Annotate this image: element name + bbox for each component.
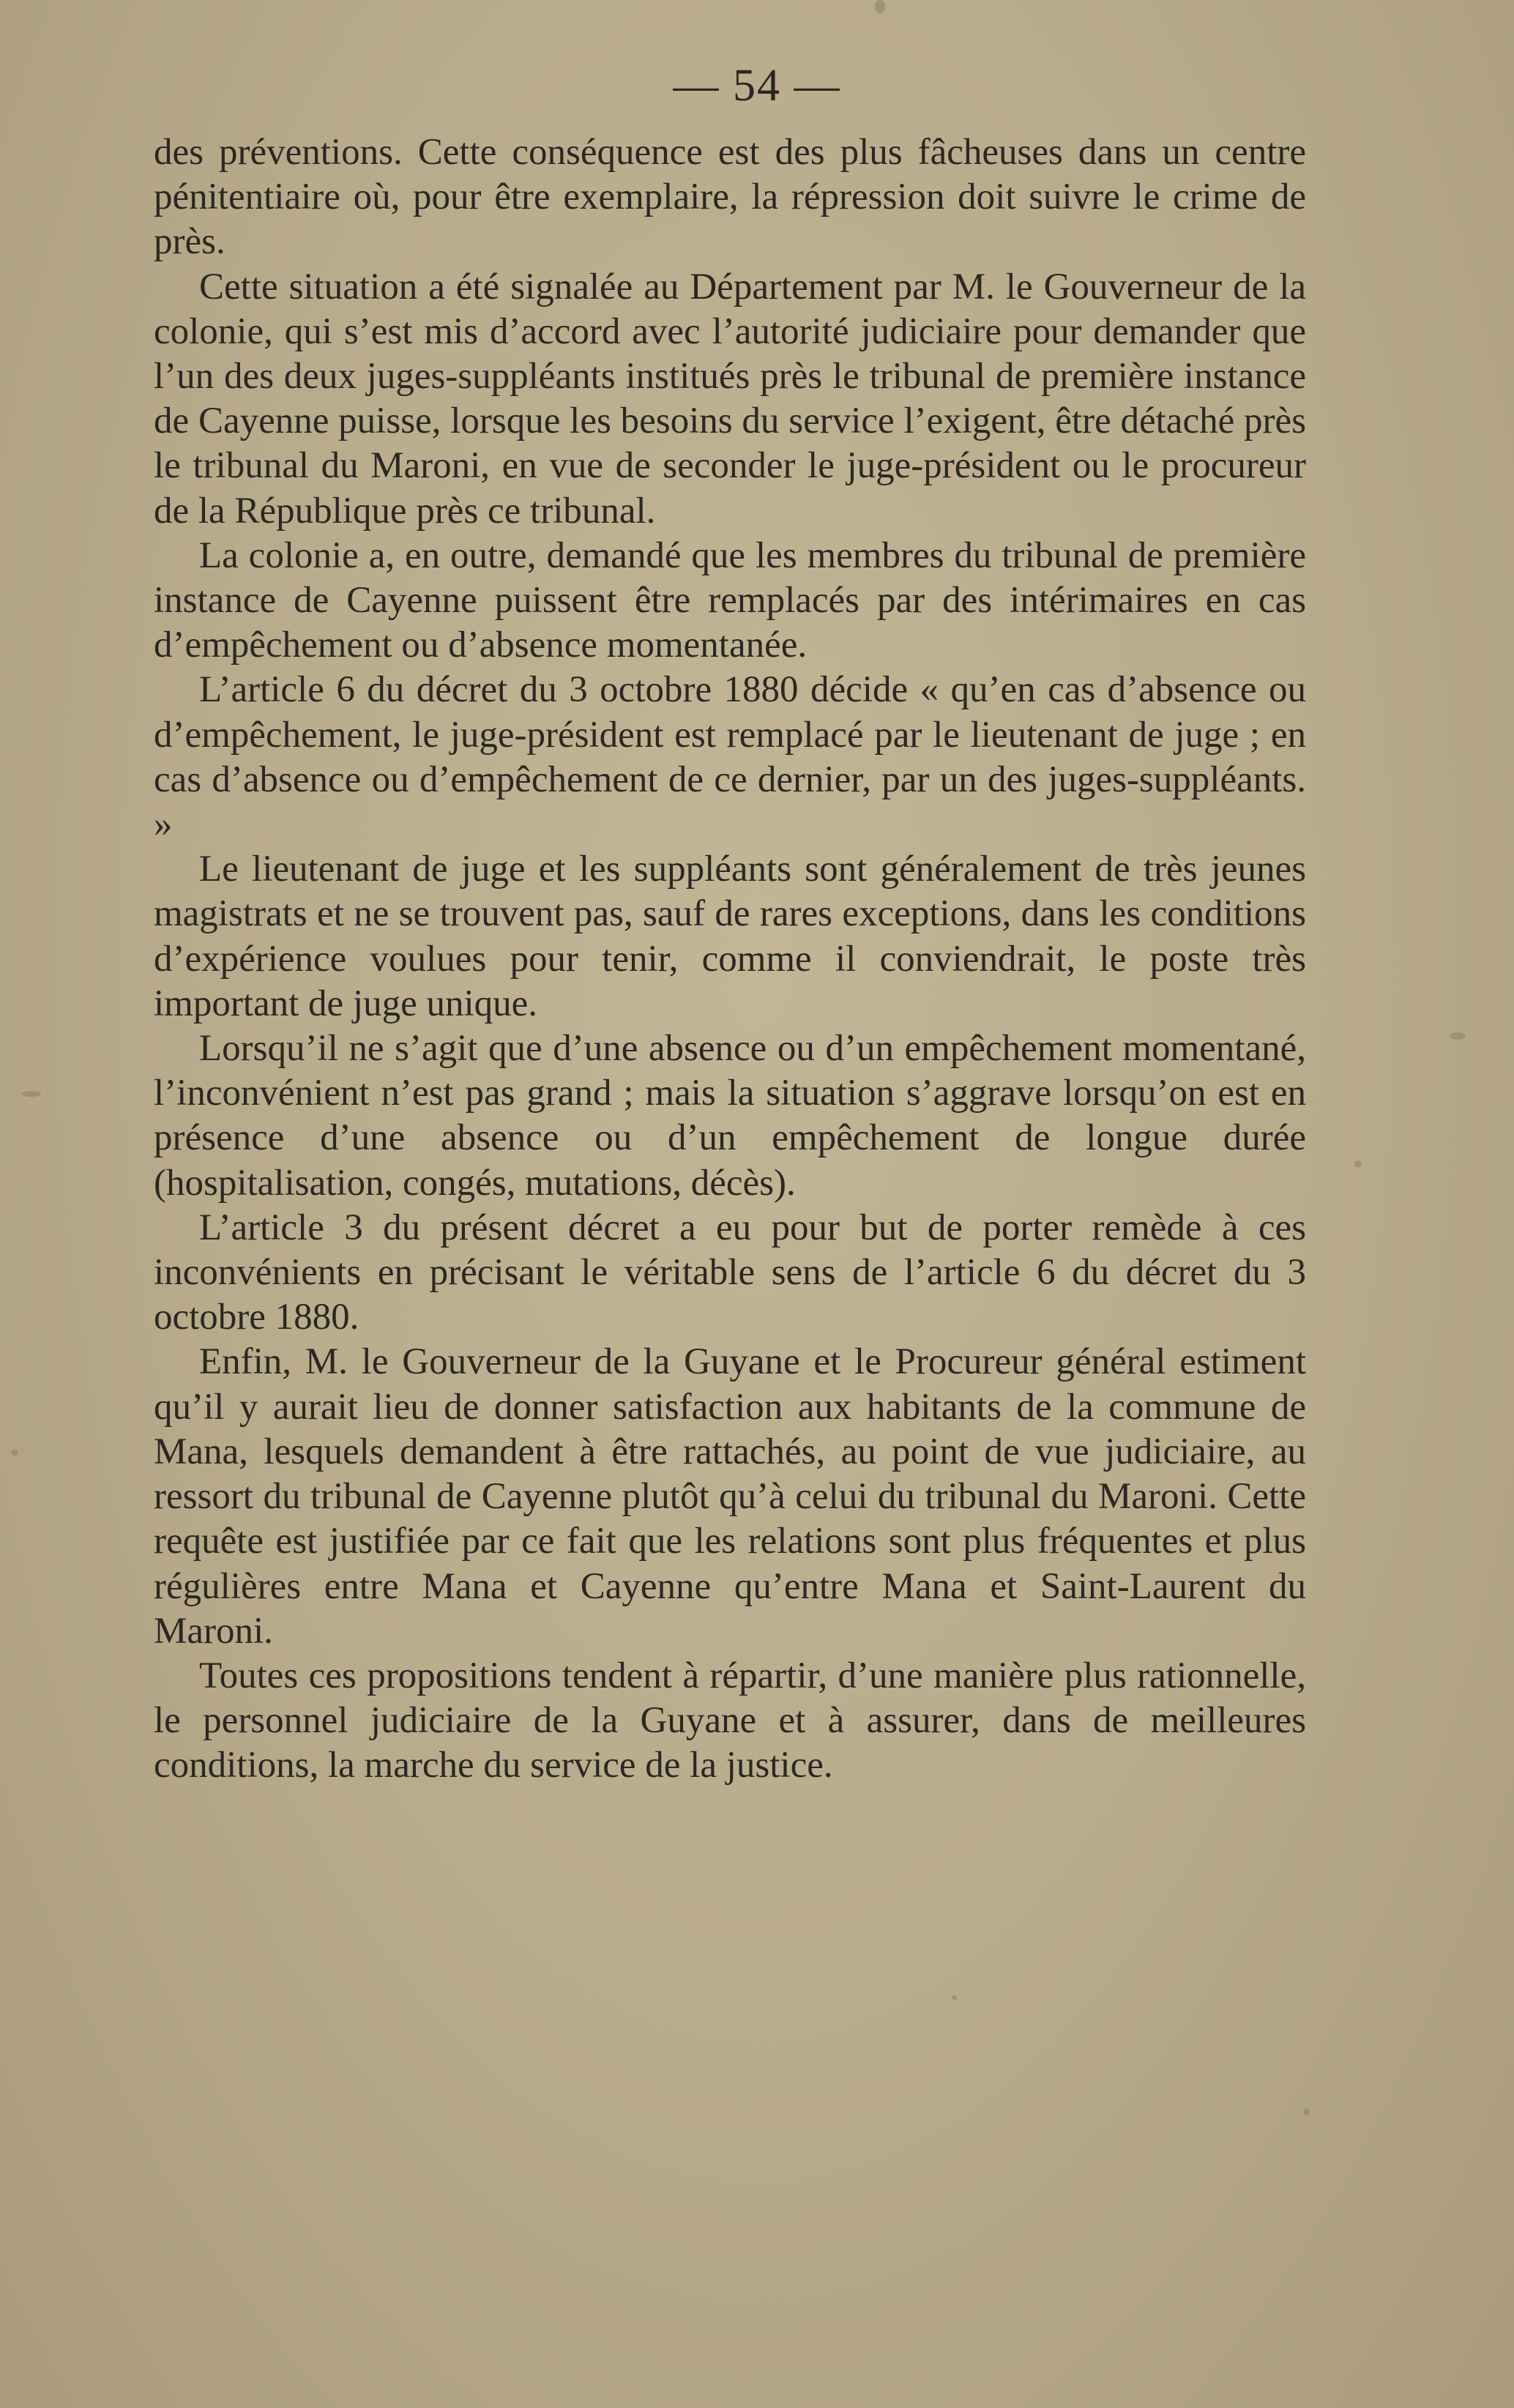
paragraph: La colonie a, en outre, demandé que les membres du tribunal de première instance de Cayenne puissent être remplacés par des intérimaires en cas d’empêchement ou d’absence momentanée. [154,534,1306,666]
paragraph: Enfin, M. le Gouverneur de la Guyane et le Procureur général estiment qu’il y aurait lieu de donner satisfaction aux habitants de la commune de Mana, lesquels demandent à être rattachés, au point de vue judiciaire, au ressort du tribunal de Cayenne plutôt qu’à celui du tribunal du Maroni. Cette requête est justifiée par ce fait que les relations sont plus fréquentes et plus régulières entre Mana et Cayenne qu’entre Mana et Saint-Laurent du Maroni. [154,1341,1306,1652]
paper-speck [952,1995,957,2000]
paragraph: Le lieutenant de juge et les suppléants sont généralement de très jeunes magistrats et ne se trouvent pas, sauf de rares exceptions, dans les conditions d’expérience voulues pour tenir, comme il conviendrait, le poste très important de juge unique. [154,849,1306,1024]
paragraph: des préventions. Cette conséquence est des plus fâcheuses dans un centre pénitentiaire où, pour être exemplaire, la répression doit suivre le crime de près. [154,132,1306,263]
paragraph: L’article 6 du décret du 3 octobre 1880 décide « qu’en cas d’absence ou d’empêchement, le juge-président est remplacé par le lieutenant de juge ; en cas d’absence ou d’empêchement de ce dernier, par un des juges-suppléants. » [154,669,1306,846]
paragraph: Cette situation a été signalée au Département par M. le Gouverneur de la colonie, qui s’est mis d’accord avec l’autorité judiciaire pour demander que l’un des deux juges-suppléants institués près le tribunal de première instance de Cayenne puisse, lorsque les besoins du service l’exigent, être détaché près le tribunal du Maroni, en vue de seconder le juge-président ou le procureur de la République près ce tribunal. [154,266,1306,532]
body-text [154,130,1306,1789]
paper-speck [1354,1160,1362,1168]
paper-speck [1303,2109,1310,2115]
paper-speck [11,1450,18,1455]
paragraph: Lorsqu’il ne s’agit que d’une absence ou d’un empêchement momentané, l’inconvénient n’est pas grand ; mais la situation s’aggrave lorsqu’on est en présence d’une absence ou d’un empêchement de longue durée (hospitalisation, congés, mutations, décès). [154,1028,1306,1204]
paper-speck [875,0,885,13]
paragraph: Toutes ces propositions tendent à répartir, d’une manière plus rationnelle, le personnel judiciaire de la Guyane et à assurer, dans de meilleures conditions, la marche du service de la justice. [154,1655,1306,1786]
paper-speck [22,1091,41,1097]
paper-speck [1450,1032,1466,1040]
page-number: — 54 — [673,61,841,111]
paragraph: L’article 3 du présent décret a eu pour but de porter remède à ces inconvénients en précisant le véritable sens de l’article 6 du décret du 3 octobre 1880. [154,1207,1306,1338]
